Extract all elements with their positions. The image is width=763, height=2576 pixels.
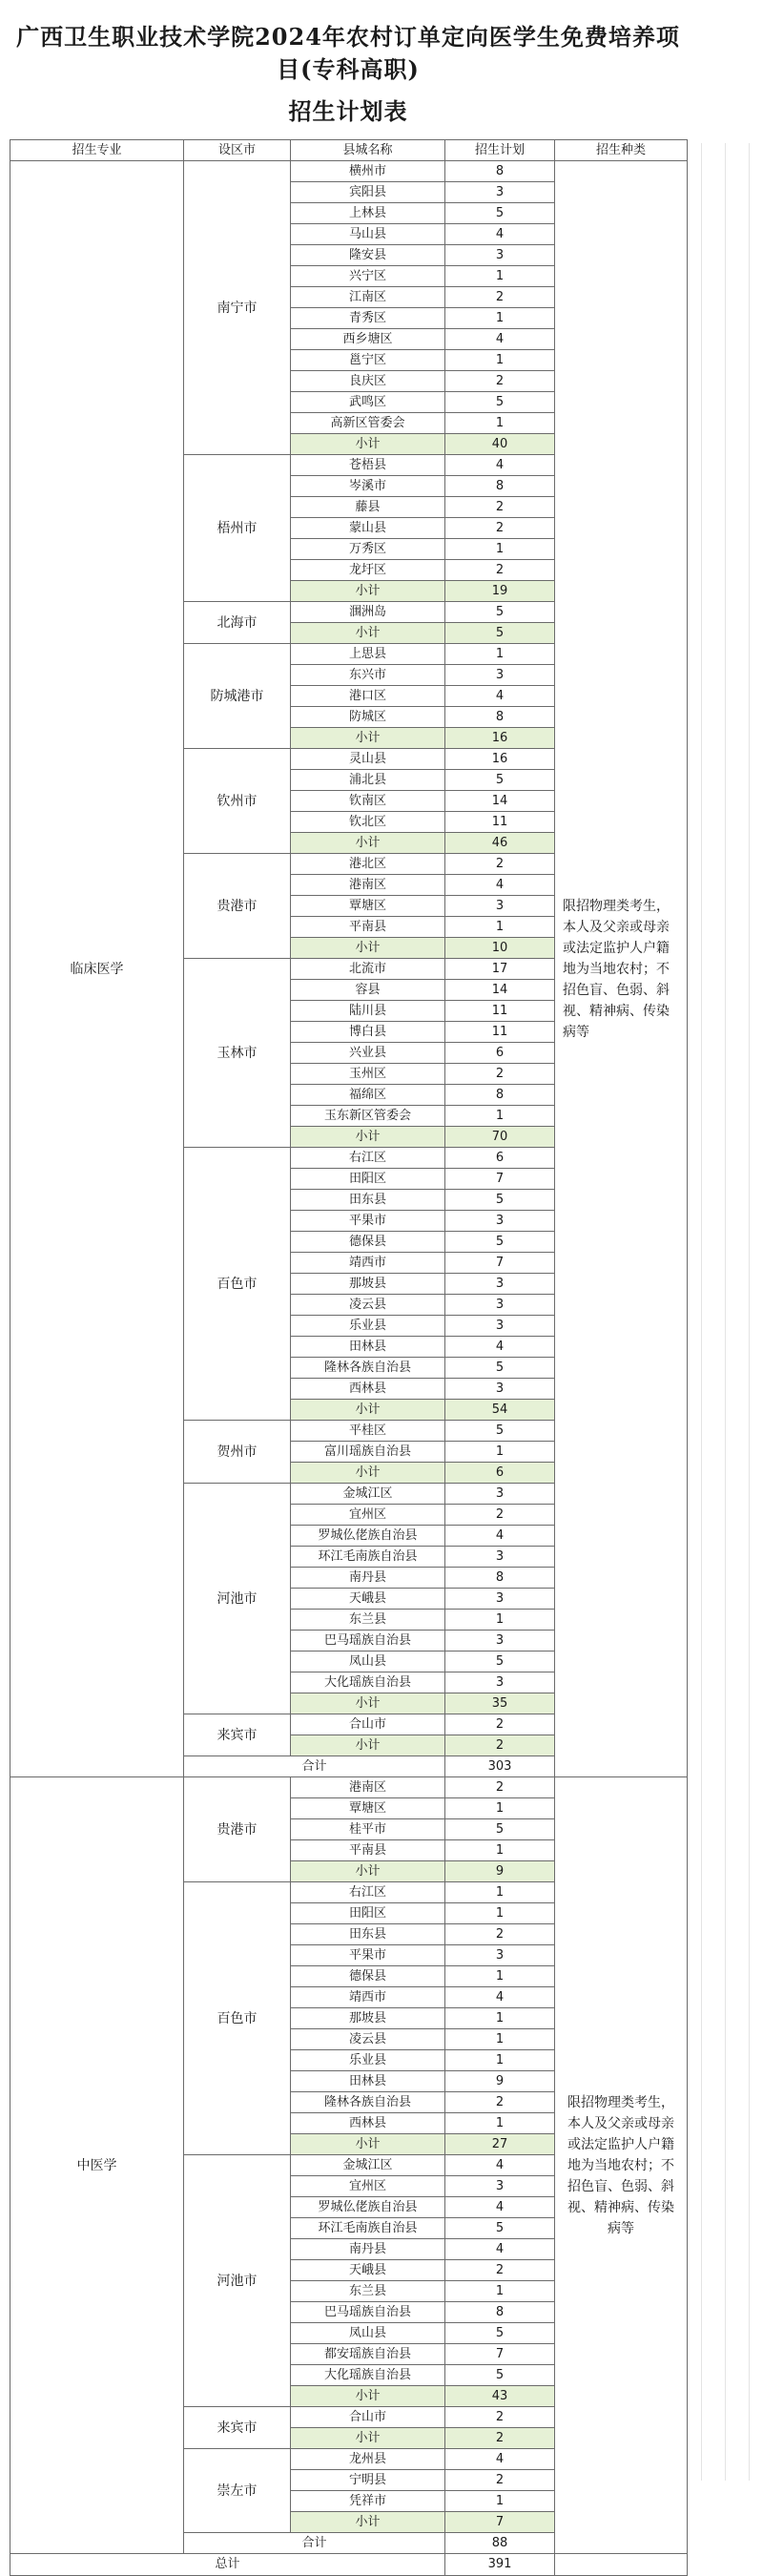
county-cell: 宾阳县 — [291, 182, 445, 203]
county-cell: 横州市 — [291, 161, 445, 182]
county-cell: 凌云县 — [291, 2029, 445, 2050]
county-cell: 高新区管委会 — [291, 413, 445, 434]
county-cell: 马山县 — [291, 224, 445, 245]
plan-cell: 2 — [445, 497, 555, 518]
county-cell: 岑溪市 — [291, 476, 445, 497]
table-header-row — [10, 140, 688, 161]
plan-cell: 8 — [445, 1085, 555, 1106]
county-cell: 天峨县 — [291, 1589, 445, 1610]
grand-total-blank — [555, 2554, 688, 2576]
county-cell: 南丹县 — [291, 2239, 445, 2260]
county-cell: 西林县 — [291, 1379, 445, 1400]
county-cell: 右江区 — [291, 1882, 445, 1903]
county-cell: 邕宁区 — [291, 350, 445, 371]
plan-cell: 1 — [445, 1610, 555, 1631]
subtotal-value: 43 — [445, 2386, 555, 2407]
city-cell: 崇左市 — [184, 2449, 291, 2533]
sheet-gridline — [725, 143, 726, 2481]
county-cell: 右江区 — [291, 1148, 445, 1169]
header-city: 设区市 — [184, 140, 291, 161]
city-cell: 钦州市 — [184, 749, 291, 854]
plan-cell: 1 — [445, 1106, 555, 1127]
county-cell: 金城江区 — [291, 2155, 445, 2176]
plan-cell: 4 — [445, 1337, 555, 1358]
plan-cell: 5 — [445, 1421, 555, 1442]
plan-cell: 5 — [445, 1358, 555, 1379]
plan-cell: 4 — [445, 686, 555, 707]
county-cell: 覃塘区 — [291, 896, 445, 917]
plan-cell: 3 — [445, 1945, 555, 1966]
county-cell: 富川瑶族自治县 — [291, 1442, 445, 1463]
county-cell: 巴马瑶族自治县 — [291, 2302, 445, 2323]
sheet-gridline — [749, 143, 750, 2481]
county-cell: 钦南区 — [291, 791, 445, 812]
county-cell: 德保县 — [291, 1966, 445, 1987]
city-cell: 河池市 — [184, 2155, 291, 2407]
county-cell: 宜州区 — [291, 1505, 445, 1526]
plan-cell: 4 — [445, 329, 555, 350]
plan-cell: 5 — [445, 1652, 555, 1672]
plan-cell: 3 — [445, 1589, 555, 1610]
plan-cell: 5 — [445, 1232, 555, 1253]
county-cell: 乐业县 — [291, 1316, 445, 1337]
subtotal-label: 小计 — [291, 1463, 445, 1484]
subtotal-label: 小计 — [291, 2386, 445, 2407]
county-cell: 东兴市 — [291, 665, 445, 686]
plan-cell: 5 — [445, 203, 555, 224]
title-line-2: 目(专科高职) — [277, 55, 420, 83]
subtotal-label: 小计 — [291, 833, 445, 854]
county-cell: 灵山县 — [291, 749, 445, 770]
county-cell: 西乡塘区 — [291, 329, 445, 350]
county-cell: 凌云县 — [291, 1295, 445, 1316]
city-cell: 河池市 — [184, 1484, 291, 1714]
county-cell: 万秀区 — [291, 539, 445, 560]
header-county: 县城名称 — [291, 140, 445, 161]
plan-cell: 1 — [445, 2029, 555, 2050]
title-line-3: 招生计划表 — [288, 97, 408, 125]
plan-cell: 1 — [445, 1798, 555, 1819]
plan-cell: 1 — [445, 308, 555, 329]
county-cell: 武鸣区 — [291, 392, 445, 413]
county-cell: 玉州区 — [291, 1064, 445, 1085]
subtotal-value: 70 — [445, 1127, 555, 1148]
plan-cell: 5 — [445, 602, 555, 623]
plan-cell: 1 — [445, 2008, 555, 2029]
city-cell: 贺州市 — [184, 1421, 291, 1484]
county-cell: 西林县 — [291, 2113, 445, 2134]
city-cell: 贵港市 — [184, 854, 291, 959]
county-cell: 都安瑶族自治县 — [291, 2344, 445, 2365]
city-cell: 北海市 — [184, 602, 291, 644]
plan-cell: 2 — [445, 1064, 555, 1085]
county-cell: 田林县 — [291, 2071, 445, 2092]
plan-cell: 2 — [445, 1714, 555, 1735]
subtotal-value: 16 — [445, 728, 555, 749]
subtotal-value: 27 — [445, 2134, 555, 2155]
county-cell: 青秀区 — [291, 308, 445, 329]
county-cell: 金城江区 — [291, 1484, 445, 1505]
plan-cell: 2 — [445, 1505, 555, 1526]
total-label: 合计 — [184, 2533, 445, 2554]
plan-cell: 1 — [445, 266, 555, 287]
plan-cell: 3 — [445, 1672, 555, 1693]
plan-cell: 1 — [445, 539, 555, 560]
plan-cell: 1 — [445, 413, 555, 434]
plan-cell: 17 — [445, 959, 555, 980]
county-cell: 大化瑶族自治县 — [291, 2365, 445, 2386]
county-cell: 天峨县 — [291, 2260, 445, 2281]
subtotal-label: 小计 — [291, 434, 445, 455]
county-cell: 上林县 — [291, 203, 445, 224]
plan-cell: 5 — [445, 2218, 555, 2239]
county-cell: 德保县 — [291, 1232, 445, 1253]
plan-cell: 1 — [445, 917, 555, 938]
county-cell: 上思县 — [291, 644, 445, 665]
county-cell: 平桂区 — [291, 1421, 445, 1442]
city-cell: 来宾市 — [184, 1714, 291, 1756]
subtotal-label: 小计 — [291, 581, 445, 602]
county-cell: 玉东新区管委会 — [291, 1106, 445, 1127]
plan-cell: 8 — [445, 1568, 555, 1589]
subtotal-value: 40 — [445, 434, 555, 455]
plan-cell: 7 — [445, 1169, 555, 1190]
county-cell: 田阳区 — [291, 1903, 445, 1924]
county-cell: 田东县 — [291, 1924, 445, 1945]
plan-cell: 3 — [445, 1211, 555, 1232]
county-cell: 巴马瑶族自治县 — [291, 1631, 445, 1652]
county-cell: 环江毛南族自治县 — [291, 1547, 445, 1568]
plan-cell: 3 — [445, 1547, 555, 1568]
county-cell: 隆林各族自治县 — [291, 1358, 445, 1379]
plan-cell: 1 — [445, 1903, 555, 1924]
plan-cell: 8 — [445, 707, 555, 728]
county-cell: 钦北区 — [291, 812, 445, 833]
plan-cell: 9 — [445, 2071, 555, 2092]
county-cell: 隆安县 — [291, 245, 445, 266]
county-cell: 陆川县 — [291, 1001, 445, 1022]
plan-cell: 3 — [445, 1484, 555, 1505]
county-cell: 合山市 — [291, 2407, 445, 2428]
table-row — [10, 1777, 688, 1798]
plan-cell: 1 — [445, 1882, 555, 1903]
plan-cell: 2 — [445, 518, 555, 539]
plan-cell: 1 — [445, 350, 555, 371]
subtotal-label: 小计 — [291, 728, 445, 749]
subtotal-value: 46 — [445, 833, 555, 854]
plan-cell: 3 — [445, 1631, 555, 1652]
plan-cell: 2 — [445, 2407, 555, 2428]
subtotal-label: 小计 — [291, 2428, 445, 2449]
county-cell: 环江毛南族自治县 — [291, 2218, 445, 2239]
subtotal-label: 小计 — [291, 1861, 445, 1882]
county-cell: 那坡县 — [291, 2008, 445, 2029]
county-cell: 藤县 — [291, 497, 445, 518]
county-cell: 港南区 — [291, 875, 445, 896]
plan-cell: 4 — [445, 224, 555, 245]
plan-cell: 7 — [445, 2344, 555, 2365]
subtotal-value: 5 — [445, 623, 555, 644]
plan-cell: 14 — [445, 980, 555, 1001]
plan-cell: 6 — [445, 1148, 555, 1169]
subtotal-value: 6 — [445, 1463, 555, 1484]
county-cell: 那坡县 — [291, 1274, 445, 1295]
plan-cell: 16 — [445, 749, 555, 770]
header-major: 招生专业 — [10, 140, 184, 161]
plan-cell: 1 — [445, 2491, 555, 2512]
total-label: 合计 — [184, 1756, 445, 1777]
county-cell: 凭祥市 — [291, 2491, 445, 2512]
plan-cell: 5 — [445, 392, 555, 413]
county-cell: 桂平市 — [291, 1819, 445, 1840]
subtotal-value: 10 — [445, 938, 555, 959]
county-cell: 蒙山县 — [291, 518, 445, 539]
county-cell: 平果市 — [291, 1945, 445, 1966]
subtotal-label: 小计 — [291, 2512, 445, 2533]
plan-cell: 3 — [445, 665, 555, 686]
city-cell: 梧州市 — [184, 455, 291, 602]
county-cell: 南丹县 — [291, 1568, 445, 1589]
plan-cell: 1 — [445, 1966, 555, 1987]
county-cell: 宁明县 — [291, 2470, 445, 2491]
plan-cell: 1 — [445, 2050, 555, 2071]
county-cell: 兴业县 — [291, 1043, 445, 1064]
plan-cell: 1 — [445, 1840, 555, 1861]
plan-cell: 5 — [445, 1819, 555, 1840]
plan-cell: 8 — [445, 2302, 555, 2323]
plan-cell: 2 — [445, 2260, 555, 2281]
county-cell: 龙圩区 — [291, 560, 445, 581]
grand-total-row — [10, 2554, 688, 2576]
city-cell: 贵港市 — [184, 1777, 291, 1882]
plan-cell: 1 — [445, 1442, 555, 1463]
county-cell: 罗城仫佬族自治县 — [291, 2197, 445, 2218]
plan-cell: 1 — [445, 2281, 555, 2302]
county-cell: 港南区 — [291, 1777, 445, 1798]
header-plan: 招生计划 — [445, 140, 555, 161]
subtotal-value: 7 — [445, 2512, 555, 2533]
county-cell: 博白县 — [291, 1022, 445, 1043]
subtotal-label: 小计 — [291, 2134, 445, 2155]
county-cell: 兴宁区 — [291, 266, 445, 287]
plan-cell: 2 — [445, 2092, 555, 2113]
county-cell: 田东县 — [291, 1190, 445, 1211]
subtotal-label: 小计 — [291, 1735, 445, 1756]
plan-cell: 14 — [445, 791, 555, 812]
county-cell: 隆林各族自治县 — [291, 2092, 445, 2113]
total-value: 88 — [445, 2533, 555, 2554]
subtotal-label: 小计 — [291, 623, 445, 644]
plan-cell: 3 — [445, 1316, 555, 1337]
sheet-gridline — [701, 143, 702, 2481]
plan-cell: 11 — [445, 1022, 555, 1043]
plan-cell: 11 — [445, 1001, 555, 1022]
table-body — [10, 161, 688, 2576]
plan-cell: 4 — [445, 1987, 555, 2008]
city-cell: 来宾市 — [184, 2407, 291, 2449]
subtotal-value: 19 — [445, 581, 555, 602]
plan-cell: 2 — [445, 560, 555, 581]
plan-cell: 4 — [445, 2197, 555, 2218]
plan-cell: 2 — [445, 1777, 555, 1798]
city-cell: 南宁市 — [184, 161, 291, 455]
plan-cell: 2 — [445, 2470, 555, 2491]
plan-cell: 7 — [445, 1253, 555, 1274]
document-title — [0, 0, 696, 128]
plan-cell: 4 — [445, 1526, 555, 1547]
county-cell: 防城区 — [291, 707, 445, 728]
plan-cell: 11 — [445, 812, 555, 833]
plan-cell: 3 — [445, 896, 555, 917]
plan-cell: 8 — [445, 476, 555, 497]
total-value: 303 — [445, 1756, 555, 1777]
plan-cell: 4 — [445, 2449, 555, 2470]
plan-cell: 1 — [445, 644, 555, 665]
county-cell: 北流市 — [291, 959, 445, 980]
county-cell: 乐业县 — [291, 2050, 445, 2071]
county-cell: 江南区 — [291, 287, 445, 308]
county-cell: 平果市 — [291, 1211, 445, 1232]
county-cell: 凤山县 — [291, 1652, 445, 1672]
subtotal-value: 2 — [445, 1735, 555, 1756]
subtotal-value: 2 — [445, 2428, 555, 2449]
county-cell: 东兰县 — [291, 2281, 445, 2302]
county-cell: 东兰县 — [291, 1610, 445, 1631]
grand-total-label: 总计 — [10, 2554, 445, 2576]
subtotal-label: 小计 — [291, 1693, 445, 1714]
major-cell: 中医学 — [10, 1777, 184, 2554]
county-cell: 合山市 — [291, 1714, 445, 1735]
plan-cell: 4 — [445, 2239, 555, 2260]
county-cell: 覃塘区 — [291, 1798, 445, 1819]
major-cell: 临床医学 — [10, 161, 184, 1777]
subtotal-value: 9 — [445, 1861, 555, 1882]
plan-cell: 3 — [445, 182, 555, 203]
city-cell: 百色市 — [184, 1882, 291, 2155]
plan-cell: 5 — [445, 2323, 555, 2344]
subtotal-value: 54 — [445, 1400, 555, 1421]
enrollment-plan-table — [10, 139, 688, 2576]
county-cell: 大化瑶族自治县 — [291, 1672, 445, 1693]
county-cell: 平南县 — [291, 1840, 445, 1861]
plan-cell: 5 — [445, 1190, 555, 1211]
enrollment-type-notes: 限招物理类考生，本人及父亲或母亲或法定监护人户籍地为当地农村；不招色盲、色弱、斜视、精神病、传染病等 — [555, 1777, 688, 2554]
county-cell: 容县 — [291, 980, 445, 1001]
county-cell: 福绵区 — [291, 1085, 445, 1106]
county-cell: 罗城仫佬族自治县 — [291, 1526, 445, 1547]
city-cell: 防城港市 — [184, 644, 291, 749]
plan-cell: 3 — [445, 1274, 555, 1295]
county-cell: 良庆区 — [291, 371, 445, 392]
county-cell: 苍梧县 — [291, 455, 445, 476]
county-cell: 靖西市 — [291, 1253, 445, 1274]
county-cell: 凤山县 — [291, 2323, 445, 2344]
plan-cell: 2 — [445, 371, 555, 392]
plan-cell: 4 — [445, 2155, 555, 2176]
subtotal-label: 小计 — [291, 1400, 445, 1421]
plan-cell: 4 — [445, 875, 555, 896]
county-cell: 龙州县 — [291, 2449, 445, 2470]
county-cell: 港口区 — [291, 686, 445, 707]
subtotal-label: 小计 — [291, 938, 445, 959]
subtotal-value: 35 — [445, 1693, 555, 1714]
plan-cell: 2 — [445, 854, 555, 875]
plan-cell: 3 — [445, 245, 555, 266]
county-cell: 平南县 — [291, 917, 445, 938]
grand-total-value: 391 — [445, 2554, 555, 2576]
plan-cell: 6 — [445, 1043, 555, 1064]
header-type: 招生种类 — [555, 140, 688, 161]
city-cell: 玉林市 — [184, 959, 291, 1148]
plan-cell: 3 — [445, 1295, 555, 1316]
county-cell: 田阳区 — [291, 1169, 445, 1190]
plan-cell: 5 — [445, 2365, 555, 2386]
plan-cell: 4 — [445, 455, 555, 476]
title-line-1: 广西卫生职业技术学院2024年农村订单定向医学生免费培养项 — [16, 23, 680, 51]
plan-cell: 2 — [445, 287, 555, 308]
plan-cell: 3 — [445, 2176, 555, 2197]
county-cell: 靖西市 — [291, 1987, 445, 2008]
plan-cell: 1 — [445, 2113, 555, 2134]
county-cell: 浦北县 — [291, 770, 445, 791]
enrollment-type-notes: 限招物理类考生，本人及父亲或母亲或法定监护人户籍地为当地农村；不招色盲、色弱、斜视、精神病、传染病等 — [555, 161, 688, 1777]
county-cell: 港北区 — [291, 854, 445, 875]
plan-cell: 3 — [445, 1379, 555, 1400]
plan-cell: 5 — [445, 770, 555, 791]
subtotal-label: 小计 — [291, 1127, 445, 1148]
county-cell: 宜州区 — [291, 2176, 445, 2197]
plan-cell: 8 — [445, 161, 555, 182]
table-row — [10, 161, 688, 182]
plan-cell: 2 — [445, 1924, 555, 1945]
county-cell: 田林县 — [291, 1337, 445, 1358]
city-cell: 百色市 — [184, 1148, 291, 1421]
county-cell: 涠洲岛 — [291, 602, 445, 623]
